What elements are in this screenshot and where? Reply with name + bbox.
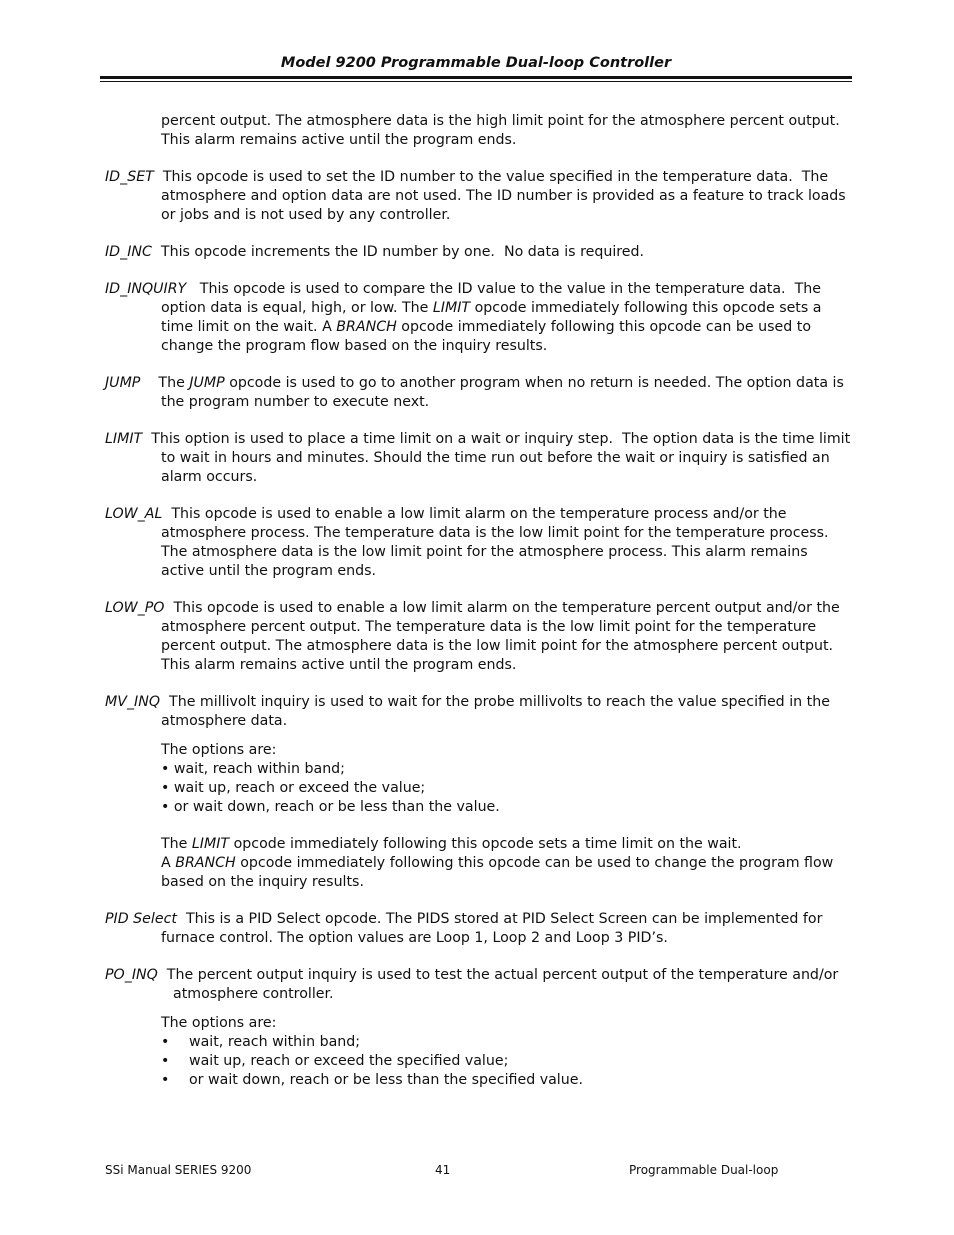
id-set-first-line: This opcode is used to set the ID number to the value specified in the temperature data. The bbox=[153, 169, 829, 185]
list-item: • wait up, reach or exceed the value; bbox=[161, 780, 426, 796]
low-al-first-line: This opcode is used to enable a low limit alarm on the temperature process and/or the bbox=[162, 506, 787, 522]
id-set-body: atmosphere and option data are not used. The ID number is provided as a feature to track loads or jobs and is not used by any controller. bbox=[161, 188, 846, 223]
po-inq-first-line: The percent output inquiry is used to test the actual percent output of the temperature and/or bbox=[157, 967, 839, 983]
entry-low-al bbox=[105, 505, 855, 581]
term-mv-inq: MV_INQ bbox=[105, 694, 161, 710]
entry-pid-select bbox=[105, 910, 855, 948]
pid-select-first-line: This is a PID Select opcode. The PIDS stored at PID Select Screen can be implemented for bbox=[176, 911, 823, 927]
branch-ref: BRANCH bbox=[175, 855, 236, 871]
term-po-inq: PO_INQ bbox=[105, 967, 158, 983]
id-inquiry-body bbox=[161, 299, 855, 356]
list-item-text: wait up, reach or exceed the specified value; bbox=[189, 1053, 509, 1069]
jump-text-b: opcode is used to go to another program when no return is needed. The option data is bbox=[224, 375, 844, 391]
term-low-po: LOW_PO bbox=[105, 600, 165, 616]
po-inq-options-label: The options are: bbox=[161, 1015, 277, 1031]
limit-first-line: This option is used to place a time limit on a wait or inquiry step. The option data is the time limit bbox=[142, 431, 851, 447]
footer-left: SSi Manual SERIES 9200 bbox=[105, 1163, 252, 1177]
mv-inq-note-c: A bbox=[161, 855, 176, 871]
id-inquiry-text-a: option data is equal, high, or low. The bbox=[161, 300, 433, 316]
entry-jump bbox=[105, 374, 855, 412]
list-item: • wait, reach within band; bbox=[161, 761, 345, 777]
limit-body: to wait in hours and minutes. Should the time run out before the wait or inquiry is satisfied an alarm occurs. bbox=[161, 450, 830, 485]
mv-inq-options bbox=[105, 741, 855, 817]
low-po-body: atmosphere percent output. The temperature data is the low limit point for the temperature percent output. The atmosphere data is the low limit point for the atmosphere percent output. This alarm remains active until the program ends. bbox=[161, 619, 834, 673]
header-rule-thin bbox=[100, 81, 852, 82]
term-limit: LIMIT bbox=[105, 431, 143, 447]
id-inquiry-text-b: opcode immediately following this opcode sets a time limit on the wait. A bbox=[161, 300, 822, 335]
term-id-inquiry: ID_INQUIRY bbox=[105, 281, 187, 297]
jump-ref: JUMP bbox=[189, 375, 225, 391]
entry-po-inq bbox=[105, 966, 855, 1004]
term-id-inc: ID_INC bbox=[105, 244, 152, 260]
bullet-icon: • bbox=[161, 1053, 170, 1069]
mv-inq-body: atmosphere data. bbox=[161, 713, 288, 729]
page-header-title: Model 9200 Programmable Dual-loop Controller bbox=[280, 55, 672, 71]
entry-id-inc bbox=[105, 243, 855, 262]
entry-mv-inq bbox=[105, 693, 855, 731]
intro-continuation bbox=[105, 112, 855, 150]
limit-ref: LIMIT bbox=[191, 836, 230, 852]
branch-ref: BRANCH bbox=[336, 319, 397, 335]
low-al-body: atmosphere process. The temperature data is the low limit point for the temperature process. The atmosphere data is the low limit point for the atmosphere process. This alarm remains active until the program ends. bbox=[161, 525, 829, 579]
entry-low-po bbox=[105, 599, 855, 675]
entry-limit bbox=[105, 430, 855, 487]
list-item bbox=[161, 1033, 855, 1052]
jump-text-a: The bbox=[140, 375, 190, 391]
limit-ref: LIMIT bbox=[432, 300, 471, 316]
entry-id-set bbox=[105, 168, 855, 225]
mv-inq-options-label: The options are: bbox=[161, 742, 277, 758]
mv-inq-first-line: The millivolt inquiry is used to wait for the probe millivolts to reach the value specified in the bbox=[160, 694, 830, 710]
entry-id-inquiry bbox=[105, 280, 855, 356]
low-po-first-line: This opcode is used to enable a low limit alarm on the temperature percent output and/or the bbox=[164, 600, 840, 616]
term-pid-select: PID Select bbox=[105, 911, 177, 927]
list-item bbox=[161, 1052, 855, 1071]
term-jump: JUMP bbox=[105, 375, 141, 391]
mv-inq-note-b: opcode immediately following this opcode sets a time limit on the wait. bbox=[229, 836, 742, 852]
bullet-icon: • bbox=[161, 1034, 170, 1050]
list-item-text: wait, reach within band; bbox=[189, 1034, 361, 1050]
id-inquiry-text-c: opcode immediately following this opcode can be used to change the program flow based on the inquiry results. bbox=[161, 319, 812, 354]
document-body bbox=[105, 112, 855, 1090]
mv-inq-note-d: opcode immediately following this opcode can be used to change the program flow based on the inquiry results. bbox=[161, 855, 834, 890]
pid-select-body: furnace control. The option values are Loop 1, Loop 2 and Loop 3 PID’s. bbox=[161, 930, 668, 946]
header-rule-thick bbox=[100, 76, 852, 79]
bullet-icon: • bbox=[161, 1072, 170, 1088]
intro-line-1: percent output. The atmosphere data is the high limit point for the atmosphere percent output. bbox=[161, 113, 840, 129]
id-inc-first-line: This opcode increments the ID number by one. No data is required. bbox=[151, 244, 645, 260]
po-inq-options bbox=[105, 1014, 855, 1090]
intro-line-2: This alarm remains active until the program ends. bbox=[161, 132, 517, 148]
term-id-set: ID_SET bbox=[105, 169, 154, 185]
jump-body: the program number to execute next. bbox=[161, 394, 430, 410]
mv-inq-notes bbox=[105, 835, 855, 892]
footer-right: Programmable Dual-loop bbox=[629, 1163, 779, 1177]
id-inquiry-first-line: This opcode is used to compare the ID value to the value in the temperature data. The bbox=[186, 281, 821, 297]
list-item: • or wait down, reach or be less than the value. bbox=[161, 799, 500, 815]
po-inq-body: atmosphere controller. bbox=[173, 986, 334, 1002]
term-low-al: LOW_AL bbox=[105, 506, 163, 522]
list-item-text: or wait down, reach or be less than the specified value. bbox=[189, 1072, 583, 1088]
list-item bbox=[161, 1071, 855, 1090]
mv-inq-note-a: The bbox=[161, 836, 192, 852]
footer-page-number: 41 bbox=[435, 1163, 451, 1177]
